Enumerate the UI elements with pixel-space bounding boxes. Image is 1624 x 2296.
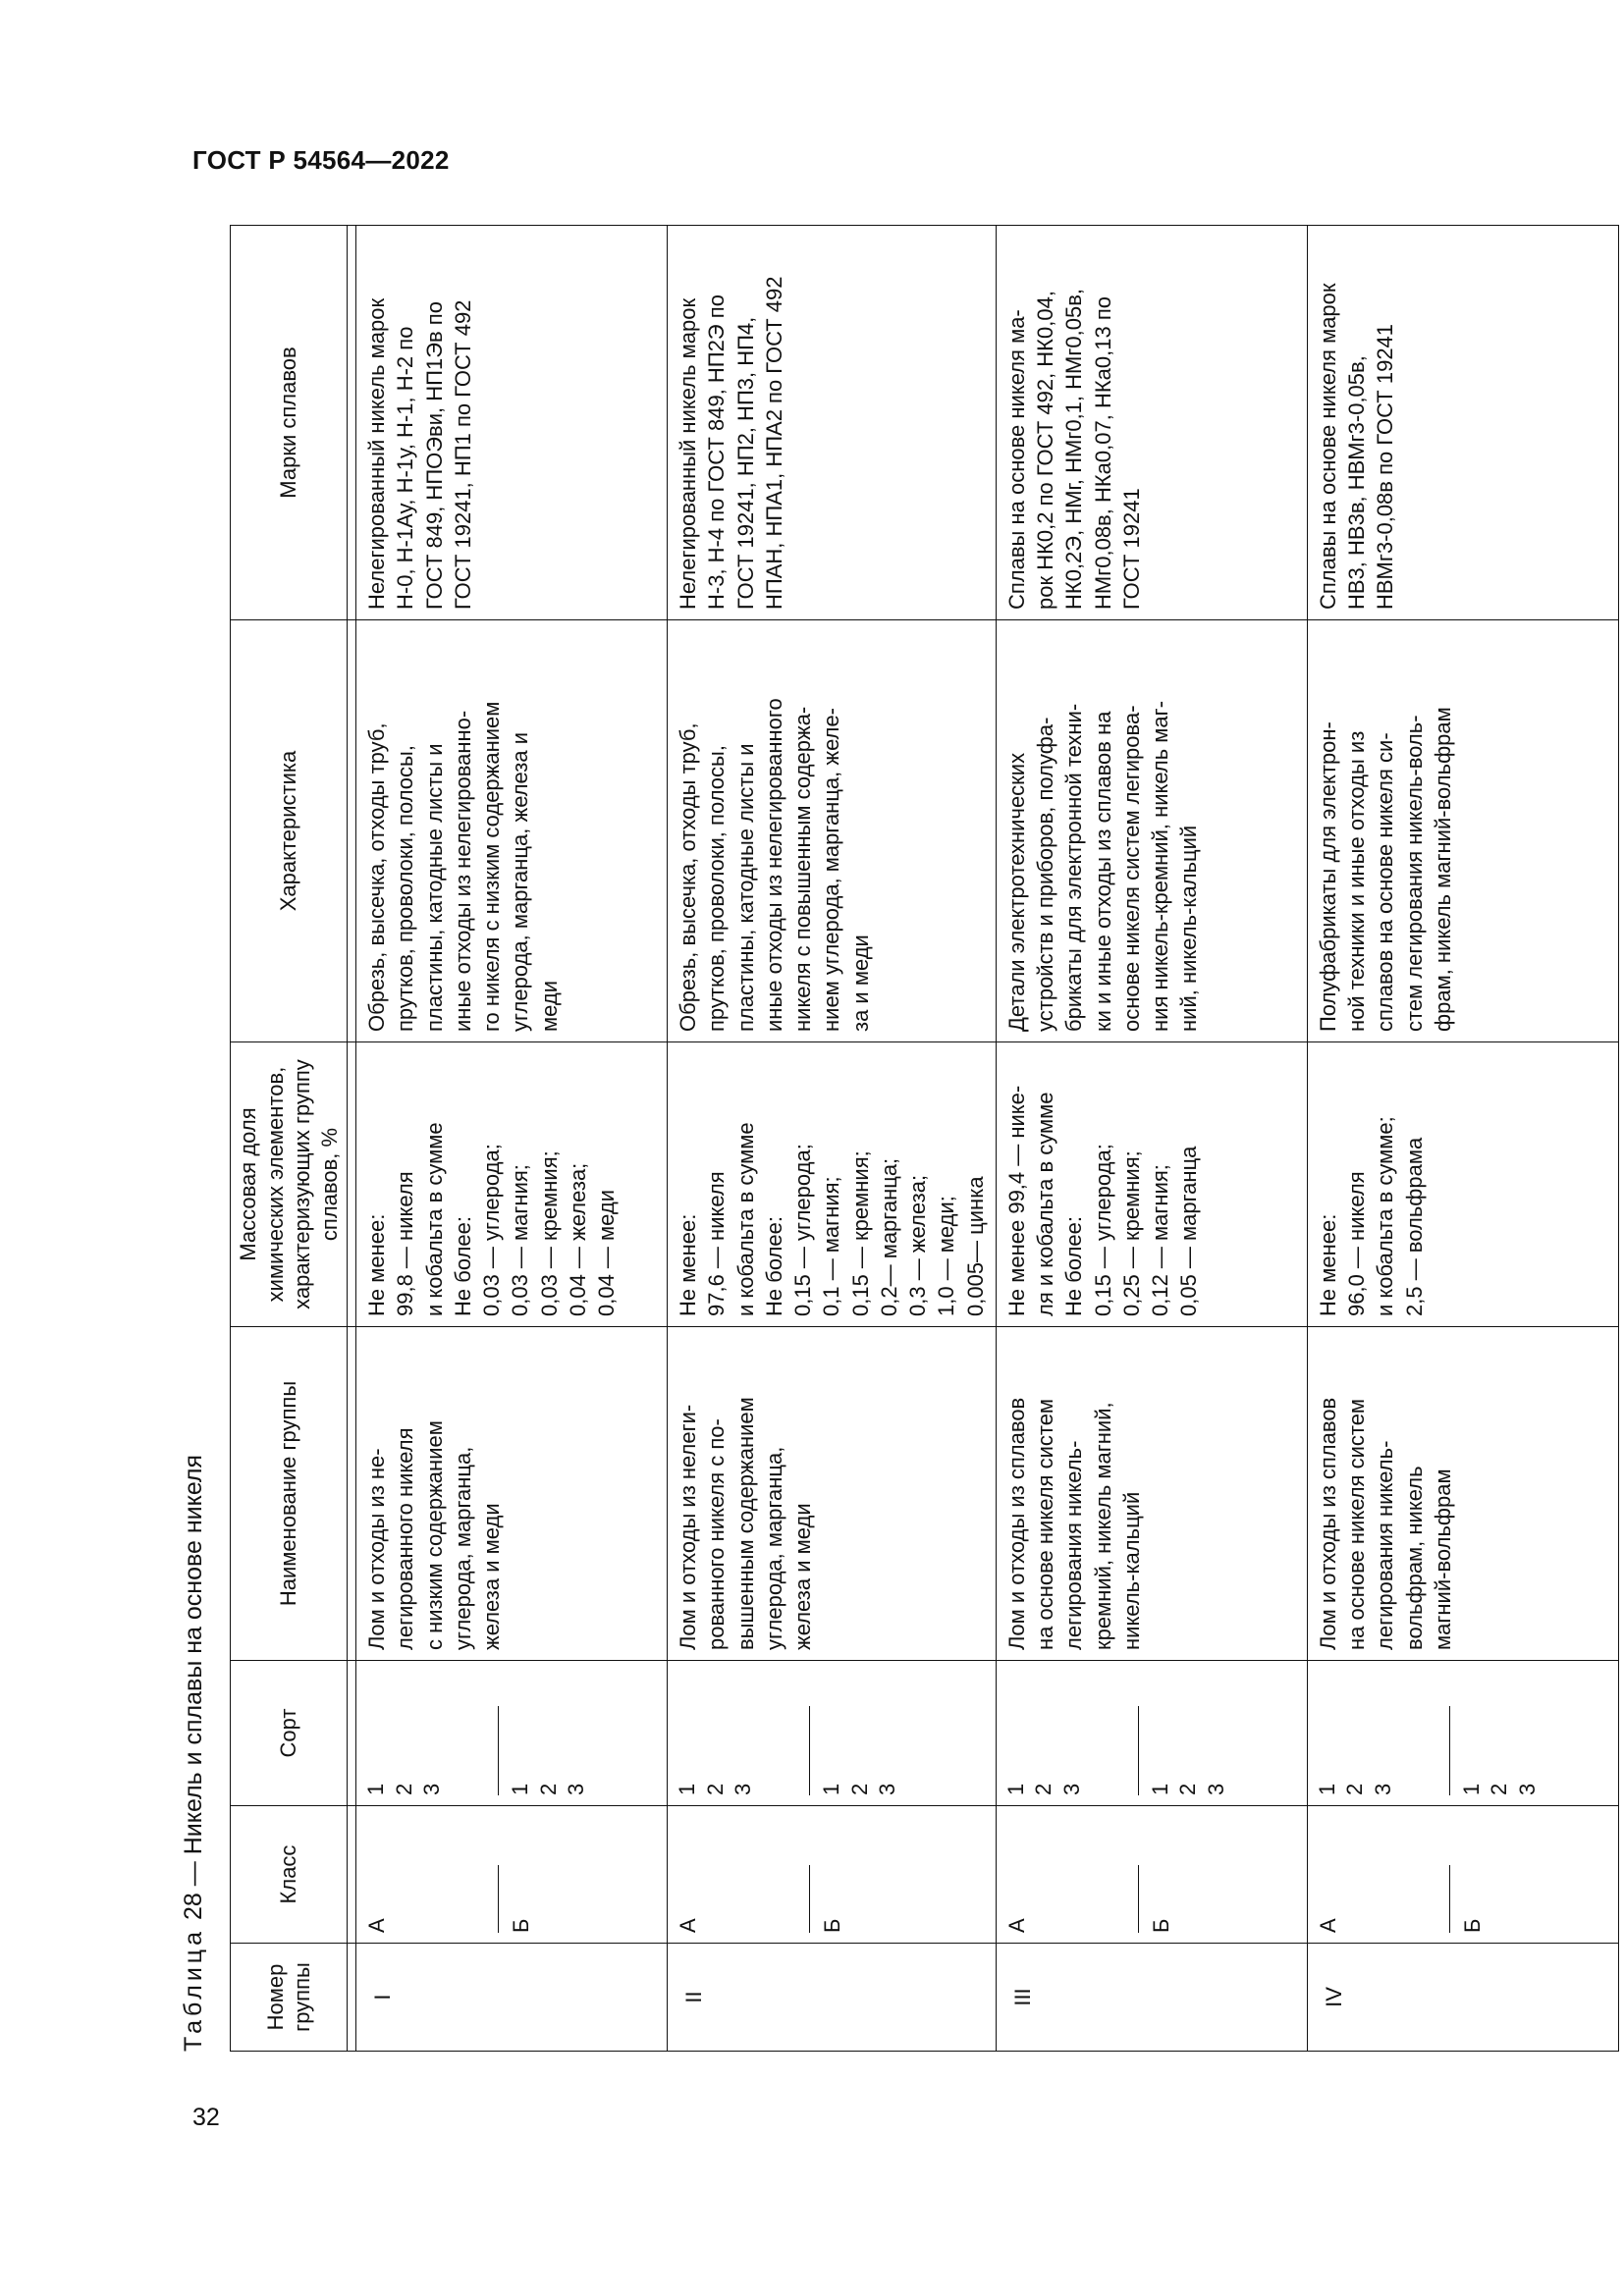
characteristic-line: Детали электротехнических <box>1003 752 1029 1032</box>
sort-value: 3 <box>419 1783 445 1795</box>
characteristic-line: нием углерода, марганца, желе- <box>819 707 844 1032</box>
mass-fraction-line: 0,03 — кремния; <box>536 1150 562 1316</box>
characteristic-line: Обрезь, высечка, отходы труб, <box>364 722 389 1032</box>
mass-fraction-cell <box>668 1042 997 1327</box>
alloy-grades-line: Нелегированный никель марок <box>676 297 700 610</box>
group-name-line: углерода, марганца, <box>450 1446 475 1650</box>
characteristic-line: Полуфабрикаты для электрон- <box>1315 721 1340 1032</box>
characteristic-line: ния никель-кремний, никель маг- <box>1148 700 1172 1032</box>
mass-fraction-line: 99,8 — никеля <box>393 1171 418 1316</box>
table-caption-prefix: Таблица <box>179 1927 207 2052</box>
characteristic-line: прутков, проволоки, полосы, <box>393 745 418 1032</box>
group-name-line: Лом и отходы из сплавов <box>1315 1397 1340 1650</box>
characteristic-line: меди <box>536 980 562 1032</box>
class-b-label: Б <box>1138 1865 1175 1933</box>
alloy-grades-line: НВ3, НВ3в, НВМг3-0,05в, <box>1344 355 1369 610</box>
mass-fraction-line: 0,03 — углерода; <box>479 1144 504 1316</box>
table-row <box>668 226 997 2052</box>
page-number: 32 <box>192 2104 220 2131</box>
characteristic-line: фрам, никель магний-вольфрам <box>1430 707 1455 1032</box>
class-cell <box>668 1806 997 1944</box>
header-alloy-grades: Марки сплавов <box>231 226 348 620</box>
characteristic-cell <box>1307 620 1618 1042</box>
alloy-grades-line: рок НК0,2 по ГОСТ 492, НК0,04, <box>1033 291 1057 610</box>
header-group-name: Наименование группы <box>231 1327 348 1661</box>
characteristic-line: никеля с повышенным содержа- <box>790 706 815 1032</box>
sort-value: 3 <box>1514 1783 1540 1795</box>
class-cell <box>356 1806 668 1944</box>
group-name-line: Лом и отходы из не- <box>364 1448 389 1650</box>
mass-fraction-line: 0,2— марганца; <box>876 1157 901 1316</box>
group-name-cell <box>668 1327 997 1661</box>
mass-fraction-line: ля и кобальта в сумме <box>1033 1092 1057 1316</box>
characteristic-cell <box>668 620 997 1042</box>
sort-value: 3 <box>875 1783 900 1795</box>
sort-value: 3 <box>564 1783 589 1795</box>
group-name-cell <box>1307 1327 1618 1661</box>
sort-value: 2 <box>846 1783 872 1795</box>
table-row <box>1307 226 1618 2052</box>
sort-value: 2 <box>1487 1783 1512 1795</box>
class-a-label: А <box>1315 1918 1340 1933</box>
characteristic-line: иные отходы из нелегированно- <box>450 710 475 1032</box>
sort-cell <box>1307 1661 1618 1806</box>
characteristic-line: ний, никель-кальций <box>1176 825 1202 1032</box>
alloy-grades-cell <box>1307 226 1618 620</box>
alloy-grades-line: ГОСТ 19241, НП1 по ГОСТ 492 <box>450 299 475 610</box>
header-mass-fraction: Массовая доля химических элементов, характеризующих группу сплавов, % <box>231 1042 348 1327</box>
mass-fraction-line: Не более: <box>1061 1215 1087 1316</box>
sort-value: 1 <box>1314 1783 1339 1795</box>
group-name-line: рованного никеля с по- <box>704 1418 730 1650</box>
table-row <box>996 226 1307 2052</box>
group-name-line: Лом и отходы из нелеги- <box>676 1404 700 1650</box>
alloy-grades-cell <box>668 226 997 620</box>
sort-value: 2 <box>1342 1783 1368 1795</box>
mass-fraction-line: Не менее: <box>364 1213 389 1316</box>
mass-fraction-line: 0,05 — марганца <box>1176 1146 1202 1316</box>
characteristic-line: сплавов на основе никеля си- <box>1373 732 1398 1032</box>
class-b-label: Б <box>809 1865 846 1933</box>
characteristic-line: Обрезь, высечка, отходы труб, <box>676 722 700 1032</box>
sort-cell <box>356 1661 668 1806</box>
mass-fraction-line: 0,03 — магния; <box>508 1164 533 1316</box>
header-spacer-row <box>348 226 356 2052</box>
table-header-row <box>231 226 348 2052</box>
mass-fraction-line: 97,6 — никеля <box>704 1171 730 1316</box>
group-name-cell <box>996 1327 1307 1661</box>
table-group-3 <box>996 226 1307 2052</box>
alloy-grades-line: НВМг3-0,08в по ГОСТ 19241 <box>1373 323 1398 610</box>
class-b-label: Б <box>1449 1865 1487 1933</box>
sort-value: 1 <box>1002 1783 1028 1795</box>
alloy-grades-line: НК0,2Э, НМг, НМг0,1, НМг0,05в, <box>1061 288 1087 610</box>
mass-fraction-line: и кобальта в сумме <box>732 1122 758 1316</box>
sort-value: 1 <box>508 1783 532 1795</box>
group-name-line: вольфрам, никель <box>1401 1466 1427 1650</box>
header-sort: Сорт <box>231 1661 348 1806</box>
mass-fraction-line: Не более: <box>450 1215 475 1316</box>
class-cell <box>996 1806 1307 1944</box>
characteristic-line: пластины, катодные листы и <box>421 743 447 1032</box>
mass-fraction-line: 0,3 — железа; <box>905 1174 930 1316</box>
group-name-cell <box>356 1327 668 1661</box>
group-name-line: легирования никель- <box>1061 1440 1087 1650</box>
class-cell <box>1307 1806 1618 1944</box>
mass-fraction-line: 0,1 — магния; <box>819 1176 844 1316</box>
group-number-cell: IV <box>1307 1944 1618 2052</box>
mass-fraction-line: Не более: <box>761 1215 786 1316</box>
mass-fraction-line: 0,04 — меди <box>594 1189 619 1316</box>
header-group-number: Номер группы <box>231 1944 348 2052</box>
alloy-grades-line: Нелегированный никель марок <box>364 297 389 610</box>
mass-fraction-cell <box>996 1042 1307 1327</box>
sort-value: 3 <box>731 1783 756 1795</box>
sort-value: 2 <box>702 1783 728 1795</box>
sort-value: 1 <box>1147 1783 1172 1795</box>
table-caption-text: 28 — Никель и сплавы на основе никеля <box>179 1454 207 1920</box>
mass-fraction-line: и кобальта в сумме <box>421 1122 447 1316</box>
mass-fraction-line: 0,04 — железа; <box>565 1162 590 1316</box>
sort-value: 3 <box>1203 1783 1228 1795</box>
alloy-grades-line: Н-3, Н-4 по ГОСТ 849, НП2Э по <box>704 294 730 610</box>
mass-fraction-line: 0,25 — кремния; <box>1118 1150 1144 1316</box>
group-name-line: кремний, никель магний, <box>1090 1402 1115 1650</box>
mass-fraction-line: и кобальта в сумме; <box>1373 1116 1398 1316</box>
characteristic-line: иные отходы из нелегированного <box>761 698 786 1032</box>
header-characteristic: Характеристика <box>231 620 348 1042</box>
group-name-line: магний-вольфрам <box>1430 1468 1455 1650</box>
characteristic-line: основе никеля систем легирова- <box>1118 705 1144 1032</box>
group-name-line: никель-кальций <box>1118 1491 1144 1650</box>
rotated-table-area <box>163 226 1540 2091</box>
mass-fraction-line: 2,5 — вольфрама <box>1401 1137 1427 1316</box>
alloy-grades-cell <box>356 226 668 620</box>
characteristic-line: пластины, катодные листы и <box>732 743 758 1032</box>
sort-value: 1 <box>675 1783 699 1795</box>
sort-value: 2 <box>535 1783 561 1795</box>
characteristic-cell <box>356 620 668 1042</box>
document-header: ГОСТ Р 54564—2022 <box>192 145 450 175</box>
mass-fraction-line: 0,005— цинка <box>962 1176 988 1316</box>
mass-fraction-line: 0,12 — магния; <box>1148 1164 1172 1316</box>
group-name-line: железа и меди <box>479 1503 504 1650</box>
sort-value: 3 <box>1370 1783 1395 1795</box>
mass-fraction-line: 96,0 — никеля <box>1344 1171 1369 1316</box>
mass-fraction-line: 0,15 — кремния; <box>847 1150 873 1316</box>
group-name-line: железа и меди <box>790 1503 815 1650</box>
class-a-label: А <box>1003 1918 1029 1933</box>
mass-fraction-cell <box>1307 1042 1618 1327</box>
characteristic-line: стем легирования никель-воль- <box>1401 715 1427 1032</box>
alloy-grades-line: ГОСТ 849, НПОЭви, НП1Эв по <box>421 301 447 610</box>
alloy-grades-line: ГОСТ 19241, НП2, НП3, НП4, <box>732 316 758 610</box>
sort-value: 2 <box>1175 1783 1201 1795</box>
group-name-line: с низким содержанием <box>421 1420 447 1650</box>
characteristic-line: прутков, проволоки, полосы, <box>704 745 730 1032</box>
characteristic-line: устройств и приборов, полуфа- <box>1033 717 1057 1032</box>
characteristic-cell <box>996 620 1307 1042</box>
alloy-grades-line: Н-0, Н-1Ау, Н-1у, Н-1, Н-2 по <box>393 326 418 610</box>
mass-fraction-line: 1,0 — меди; <box>934 1196 959 1316</box>
group-name-line: вышенным содержанием <box>732 1397 758 1650</box>
group-name-line: углерода, марганца, <box>761 1446 786 1650</box>
sort-cell <box>668 1661 997 1806</box>
alloy-grades-line: ГОСТ 19241 <box>1118 488 1144 610</box>
characteristic-line: за и меди <box>847 934 873 1032</box>
class-a-label: А <box>676 1918 700 1933</box>
characteristic-line: ки и иные отходы из сплавов на <box>1090 711 1115 1032</box>
alloy-grades-cell <box>996 226 1307 620</box>
class-b-label: Б <box>498 1865 535 1933</box>
header-class: Класс <box>231 1806 348 1944</box>
alloy-grades-line: Сплавы на основе никеля ма- <box>1003 309 1029 610</box>
mass-fraction-line: Не менее 99,4 — нике- <box>1003 1085 1029 1316</box>
sort-cell <box>996 1661 1307 1806</box>
sort-value: 1 <box>819 1783 843 1795</box>
sort-value: 1 <box>363 1783 388 1795</box>
mass-fraction-line: 0,15 — углерода; <box>1090 1144 1115 1316</box>
characteristic-line: углерода, марганца, железа и <box>508 731 533 1032</box>
mass-fraction-line: Не менее: <box>676 1213 700 1316</box>
alloy-grades-line: НПАН, НПА1, НПА2 по ГОСТ 492 <box>761 276 786 610</box>
table-group-2 <box>668 226 997 2052</box>
group-name-line: на основе никеля систем <box>1344 1398 1369 1650</box>
mass-fraction-line: Не менее: <box>1315 1213 1340 1316</box>
group-number-cell: III <box>996 1944 1307 2052</box>
table-row <box>356 226 668 2052</box>
table-caption <box>163 1455 224 2052</box>
sort-value: 3 <box>1058 1783 1084 1795</box>
nickel-alloys-table <box>230 225 1619 2052</box>
group-name-line: на основе никеля систем <box>1033 1398 1057 1650</box>
mass-fraction-line: 0,15 — углерода; <box>790 1144 815 1316</box>
table-group-4 <box>1307 226 1618 2052</box>
characteristic-line: брикаты для электронной техни- <box>1061 703 1087 1032</box>
group-name-line: легированного никеля <box>393 1427 418 1650</box>
group-name-line: легирования никель- <box>1373 1440 1398 1650</box>
table-group-1 <box>356 226 668 2052</box>
alloy-grades-line: НМг0,08в, НКа0,07, НКа0,13 по <box>1090 296 1115 610</box>
group-number-cell: II <box>668 1944 997 2052</box>
group-number-cell: I <box>356 1944 668 2052</box>
class-a-label: А <box>364 1918 389 1933</box>
alloy-grades-line: Сплавы на основе никеля марок <box>1315 283 1340 610</box>
sort-value: 1 <box>1458 1783 1484 1795</box>
sort-value: 2 <box>391 1783 416 1795</box>
characteristic-line: ной техники и иные отходы из <box>1344 730 1369 1032</box>
sort-value: 2 <box>1031 1783 1056 1795</box>
group-name-line: Лом и отходы из сплавов <box>1003 1397 1029 1650</box>
characteristic-line: го никеля с низким содержанием <box>479 701 504 1032</box>
mass-fraction-cell <box>356 1042 668 1327</box>
